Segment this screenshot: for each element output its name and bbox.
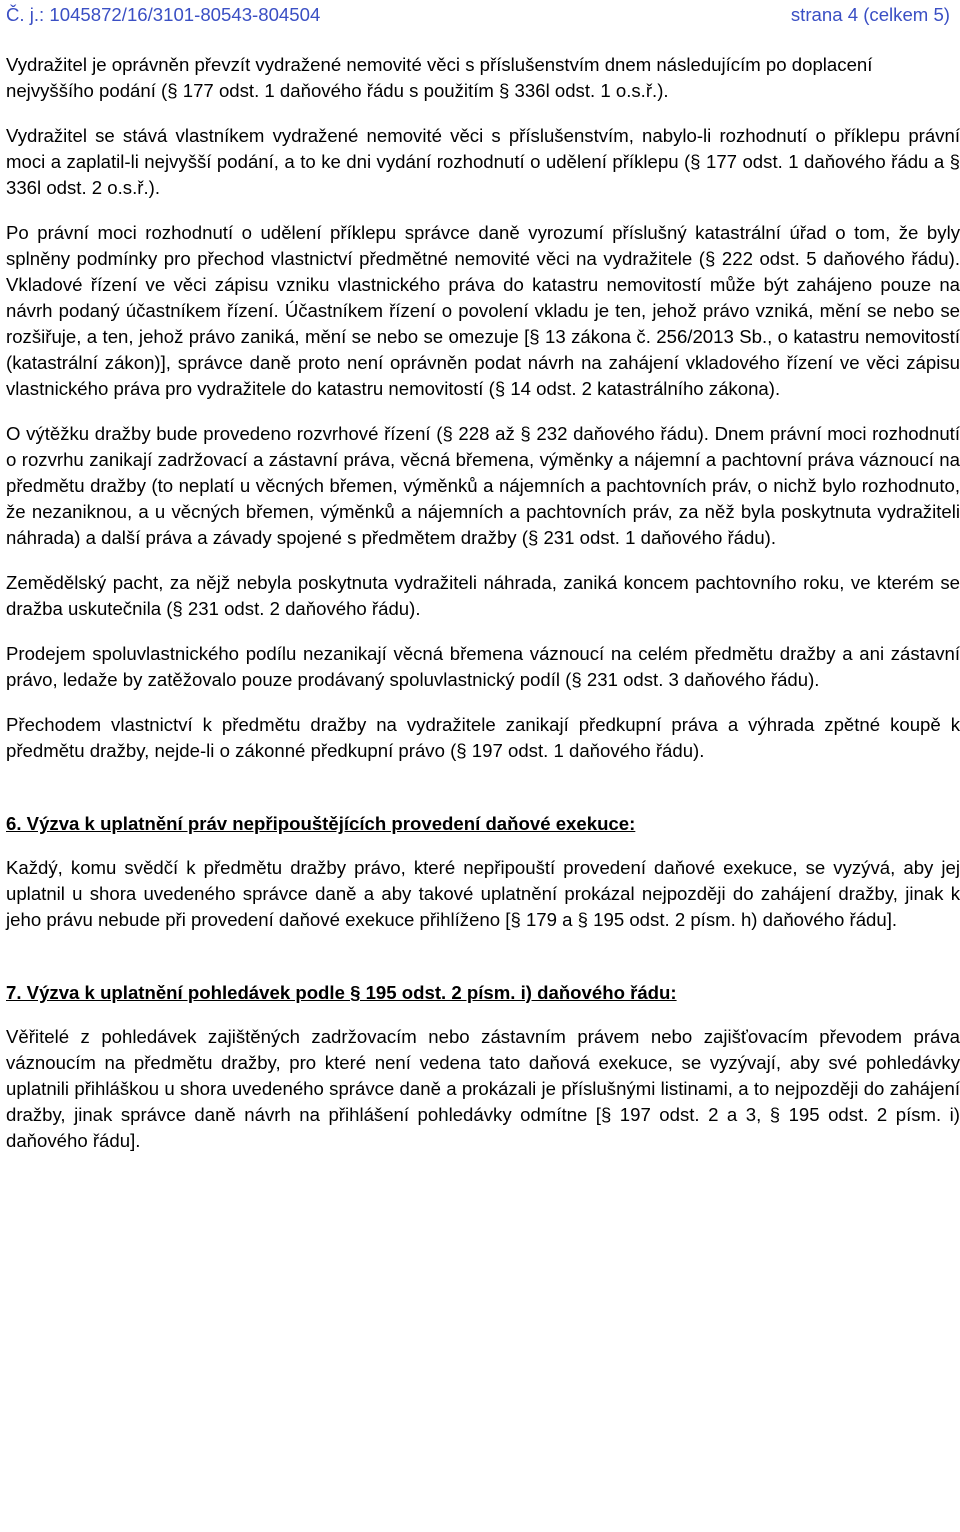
paragraph-ownership: Vydražitel se stává vlastníkem vydražené nemovité věci s příslušenstvím, nabylo-li rozhodnutí o příklepu právní moci a zaplatil-li nejvyšší podání, a to ke dni vydání rozhodnutí o udělení příklepu (§ 177 odst. 1 daňového řádu a § 336l odst. 2 o.s.ř.).	[6, 125, 960, 198]
paragraph-coownership: Prodejem spoluvlastnického podílu nezanikají věcná břemena váznoucí na celém předmětu dražby a ani zástavní právo, ledaže by zatěžovalo pouze prodávaný spoluvlastnický podíl (§ 231 odst. 3 daňového řádu).	[6, 643, 960, 690]
document-body	[6, 52, 960, 1173]
paragraph-lease: Zemědělský pacht, za nějž nebyla poskytnuta vydražiteli náhrada, zaniká koncem pachtovního roku, ve kterém se dražba uskutečnila (§ 231 odst. 2 daňového řádu).	[6, 572, 960, 619]
section-gap	[6, 783, 960, 811]
page-header	[6, 2, 950, 28]
section-7-text: Věřitelé z pohledávek zajištěných zadržovacím nebo zástavním právem nebo zajišťovacím převodem práva váznoucím na předmětu dražby, pro které není vedena tato daňová exekuce, se vyzývají, aby své pohledávky uplatnili přihláškou u shora uvedeného správce daně a prokázali je příslušnými listinami, a to nejpozději do zahájení dražby, jinak správce daně návrh na přihlášení pohledávky odmítne [§ 197 odst. 2 a 3, § 195 odst. 2 písm. i) daňového řádu].	[6, 1026, 960, 1151]
page-number: strana 4 (celkem 5)	[790, 4, 950, 25]
paragraph-takeover: Vydražitel je oprávněn převzít vydražené nemovité věci s příslušenstvím dnem následujícím po doplacení nejvyššího podání (§ 177 odst. 1 daňového řádu s použitím § 336l odst. 1 o.s.ř.).	[6, 54, 873, 101]
paragraph-distribution: O výtěžku dražby bude provedeno rozvrhové řízení (§ 228 až § 232 daňového řádu). Dnem právní moci rozhodnutí o rozvrhu zanikají zadržovací a zástavní práva, věcná břemena, výměnky a nájemní a pachtovní práva váznoucí na předmětu dražby (to neplatí u věcných břemen, výměnků a nájemních a pachtovních práv, o nichž bylo rozhodnuto, že nezaniknou, a u věcných břemen, výměnků a nájemních a pachtovních práv, za něž byla poskytnuta vydražiteli náhrada) a další práva a závady spojené s předmětem dražby (§ 231 odst. 1 daňového řádu).	[6, 423, 960, 548]
section-6-text: Každý, komu svědčí k předmětu dražby právo, které nepřipouští provedení daňové exekuce, se vyzývá, aby jej uplatnil u shora uvedeného správce daně a aby takové uplatnění prokázal nejpozději do zahájení dražby, jinak k jeho právu nebude při provedení daňové exekuce přihlíženo [§ 179 a § 195 odst. 2 písm. h) daňového řádu].	[6, 857, 960, 930]
paragraph-cadastre: Po právní moci rozhodnutí o udělení příklepu správce daně vyrozumí příslušný katastrální úřad o tom, že byly splněny podmínky pro přechod vlastnictví předmětné nemovité věci na vydražitele (§ 222 odst. 5 daňového řádu). Vkladové řízení ve věci zápisu vzniku vlastnického práva do katastru nemovitostí může být zahájeno pouze na návrh podaný účastníkem řízení. Účastníkem řízení o povolení vkladu je ten, jehož právo vzniká, mění se nebo se rozšiřuje, a ten, jehož právo zaniká, mění se nebo se omezuje [§ 13 zákona č. 256/2013 Sb., o katastru nemovitostí (katastrální zákon)], správce daně proto není oprávněn podat návrh na zahájení vkladového řízení ve věci zápisu vlastnického práva pro vydražitele do katastru nemovitostí (§ 14 odst. 2 katastrálního zákona).	[6, 222, 960, 399]
section-6-heading: 6. Výzva k uplatnění práv nepřipouštějících provedení daňové exekuce:	[6, 813, 636, 834]
paragraph-preemption: Přechodem vlastnictví k předmětu dražby na vydražitele zanikají předkupní práva a výhrada zpětné koupě k předmětu dražby, nejde-li o zákonné předkupní právo (§ 197 odst. 1 daňového řádu).	[6, 714, 960, 761]
section-gap	[6, 952, 960, 980]
section-7-heading: 7. Výzva k uplatnění pohledávek podle § 195 odst. 2 písm. i) daňového řádu:	[6, 982, 677, 1003]
reference-number: Č. j.: 1045872/16/3101-80543-804504	[6, 4, 321, 25]
